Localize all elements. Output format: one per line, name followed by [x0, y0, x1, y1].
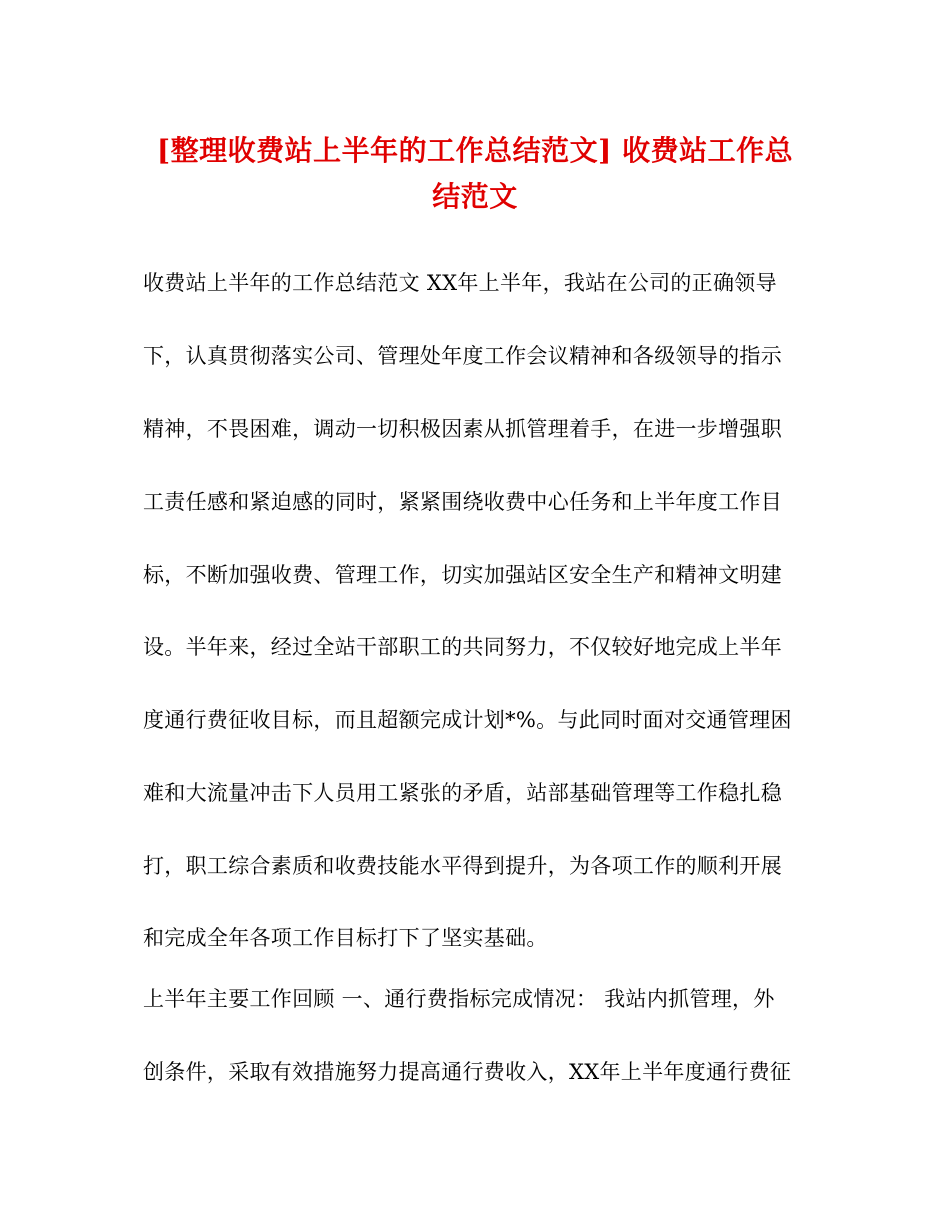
title-line-2: 结范文 — [432, 180, 518, 213]
title-line-1: [整理收费站上半年的工作总结范文] 收费站工作总 — [156, 134, 794, 167]
body-text-line: 打，职工综合素质和收费技能水平得到提升，为各项工作的顺利开展 — [143, 854, 782, 878]
body-text-line: 上半年主要工作回顾 一、通行费指标完成情况： 我站内抓管理，外 — [143, 987, 775, 1011]
body-text-line: 度通行费征收目标，而且超额完成计划*%。与此同时面对交通管理困 — [143, 708, 792, 732]
body-text-line: 和完成全年各项工作目标打下了坚实基础。 — [143, 926, 548, 950]
body-text-line: 精神，不畏困难，调动一切积极因素从抓管理着手，在进一步增强职 — [143, 417, 782, 441]
body-text-line: 难和大流量冲击下人员用工紧张的矛盾，站部基础管理等工作稳扎稳 — [143, 781, 782, 805]
body-text-line: 设。半年来，经过全站干部职工的共同努力，不仅较好地完成上半年 — [143, 635, 782, 659]
body-text-line: 收费站上半年的工作总结范文 XX年上半年，我站在公司的正确领导 — [143, 271, 777, 295]
body-text-line: 工责任感和紧迫感的同时，紧紧围绕收费中心任务和上半年度工作目 — [143, 490, 782, 514]
body-text-line: 创条件，采取有效措施努力提高通行费收入，XX年上半年度通行费征 — [143, 1060, 792, 1084]
body-text-line: 标，不断加强收费、管理工作，切实加强站区安全生产和精神文明建 — [143, 563, 782, 587]
document-title — [140, 128, 810, 220]
body-text-line: 下，认真贯彻落实公司、管理处年度工作会议精神和各级领导的指示 — [143, 344, 782, 368]
